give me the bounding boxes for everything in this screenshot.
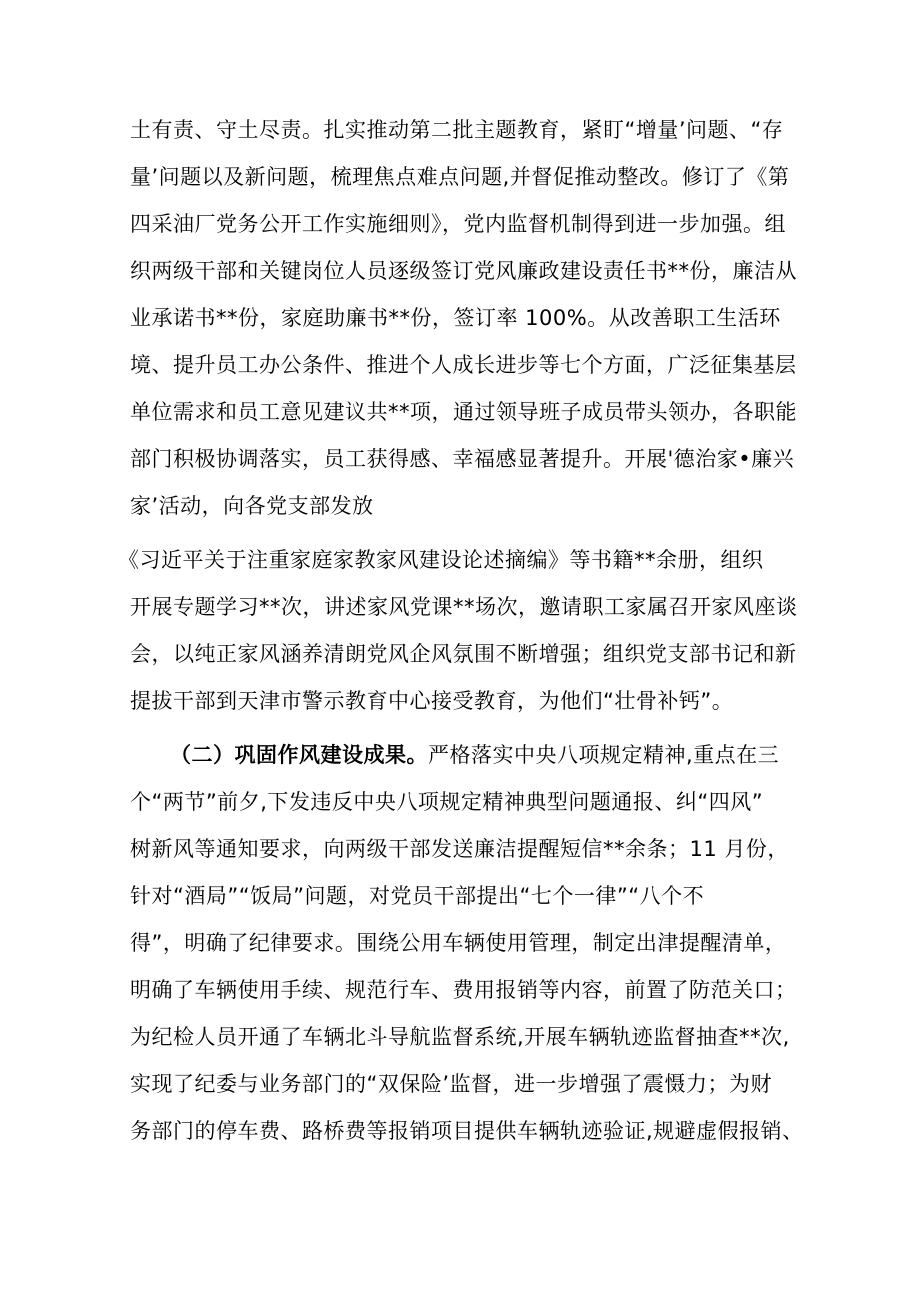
- paragraph-line: 家’活动，向各党支部发放: [130, 494, 374, 518]
- paragraph-line: 个“两节”前夕,下发违反中央八项规定精神典型问题通报、纠“四风”: [130, 790, 764, 814]
- paragraph-line: 提拔干部到天津市警示教育中心接受教育，为他们“壮骨补钙”。: [130, 689, 734, 713]
- paragraph-line: 单位需求和员工意见建议共**项，通过领导班子成员带头领办，各职能: [130, 400, 797, 424]
- paragraph-line: 务部门的停车费、路桥费等报销项目提供车辆轨迹验证,规避虚假报销、: [130, 1119, 804, 1143]
- paragraph-line: 会，以纯正家风涵养清朗党风企风氛围不断增强；组织党支部书记和新: [130, 642, 797, 666]
- paragraph-line: 四采油厂党务公开工作实施细则》，党内监督机制得到进一步加强。组: [130, 212, 786, 236]
- paragraph-line: 开展专题学习**次，讲述家风党课**场次，邀请职工家属召开家风座谈: [130, 595, 798, 619]
- paragraph-line: 树新风等通知要求，向两级干部发送廉洁提醒短信**余条；11 月份，: [130, 837, 789, 861]
- paragraph-line: 境、提升员工办公条件、推进个人成长进步等七个方面，广泛征集基层: [130, 353, 797, 377]
- section-heading: （二）巩固作风建设成果。: [170, 743, 428, 767]
- paragraph-line: 业承诺书**份，家庭助廉书**份，签订率 100%。从改善职工生活环: [130, 306, 781, 330]
- section-heading-line: [170, 745, 779, 766]
- paragraph-line: 针对“酒局”“饭局”问题，对党员干部提出“七个一律”“八个不: [130, 884, 705, 908]
- paragraph-line: 《习近平关于注重家庭家教家风建设论述摘编》等书籍**余册，组织: [118, 548, 764, 572]
- paragraph-line: 明确了车辆使用手续、规范行车、费用报销等内容，前置了防范关口；: [130, 978, 797, 1002]
- section-heading-rest: 严格落实中央八项规定精神,重点在三: [428, 743, 780, 767]
- paragraph-line: 织两级干部和关键岗位人员逐级签订党风廉政建设责任书**份，廉洁从: [130, 259, 797, 283]
- paragraph-line: 得”，明确了纪律要求。围绕公用车辆使用管理，制定出津提醒清单，: [130, 931, 787, 955]
- paragraph-line: 量’问题以及新问题，梳理焦点难点问题,并督促推动整改。修订了《第: [130, 165, 790, 189]
- paragraph-line: 实现了纪委与业务部门的“双保险’监督，进一步增强了震慑力；为财: [130, 1072, 773, 1096]
- paragraph-line: 为纪检人员开通了车辆北斗导航监督系统,开展车辆轨迹监督抽查**次,: [130, 1025, 790, 1049]
- paragraph-line: 部门积极协调落实，员工获得感、幸福感显著提升。开展'德治家•廉兴: [130, 447, 795, 471]
- paragraph-line: 土有责、守土尽责。扎实推动第二批主题教育，紧盯“增量’问题、“存: [130, 118, 784, 142]
